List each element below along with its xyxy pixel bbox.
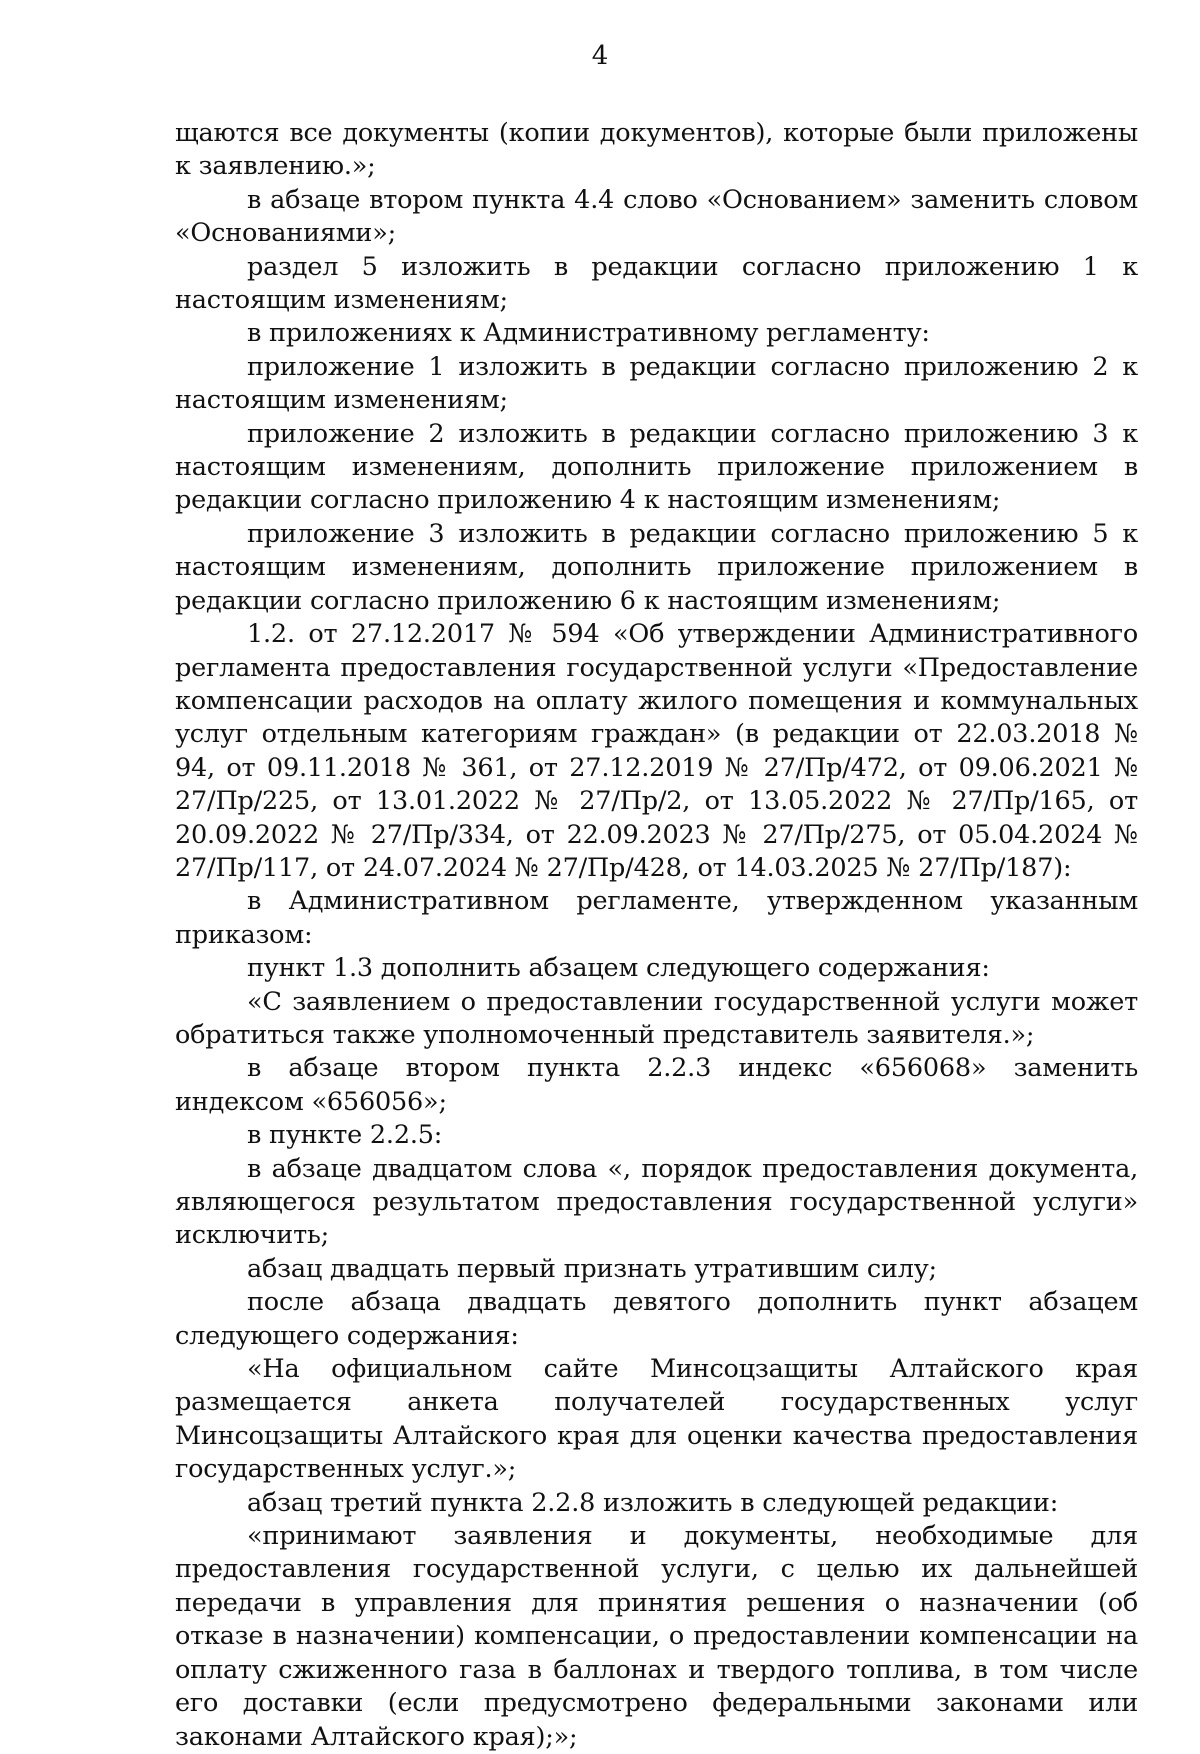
paragraph: «С заявлением о предоставлении государственной услуги может обратиться также уполномоченный представитель заявителя.»; (175, 986, 1138, 1050)
paragraph: приложение 1 изложить в редакции согласно приложению 2 к настоящим изменениям; (175, 351, 1138, 416)
paragraph: в пункте 2.2.5: (247, 1120, 443, 1151)
document-body (175, 117, 1138, 1754)
paragraph: в абзаце двадцатом слова «, порядок предоставления документа, являющегося результатом предоставления государственной услуги» исключить; (175, 1153, 1138, 1251)
paragraph: в абзаце втором пункта 4.4 слово «Основанием» заменить словом «Основаниями»; (175, 184, 1138, 249)
paragraph: приложение 2 изложить в редакции согласно приложению 3 к настоящим изменениям, дополнить приложение приложением в редакции согласно приложению 4 к настоящим изменениям; (175, 418, 1138, 516)
paragraph: «На официальном сайте Минсоцзащиты Алтайского края размещается анкета получателей государственных услуг Минсоцзащиты Алтайского края для оценки качества предоставления государственных услуг.»; (175, 1354, 1138, 1485)
paragraph: «принимают заявления и документы, необходимые для предоставления государственной услуги, с целью их дальнейшей передачи в управления для принятия решения о назначении (об отказе в назначении) компенсации, о предоставлении компенсации на оплату сжиженного газа в баллонах и твердого топлива, в том числе его доставки (если предусмотрено федеральными законами или законами Алтайского края);»; (175, 1521, 1138, 1752)
paragraph: после абзаца двадцать девятого дополнить пункт абзацем следующего содержания: (175, 1287, 1138, 1351)
paragraph: абзац третий пункта 2.2.8 изложить в следующей редакции: (247, 1487, 1059, 1518)
paragraph: приложение 3 изложить в редакции согласно приложению 5 к настоящим изменениям, дополнить приложение приложением в редакции согласно приложению 6 к настоящим изменениям; (175, 518, 1138, 616)
paragraph: раздел 5 изложить в редакции согласно приложению 1 к настоящим изменениям; (175, 251, 1138, 316)
paragraph: пункт 1.3 дополнить абзацем следующего содержания: (247, 953, 990, 984)
paragraph: 1.2. от 27.12.2017 № 594 «Об утверждении Административного регламента предоставления государственной услуги «Предоставление компенсации расходов на оплату жилого помещения и коммунальных услуг отдельным категориям граждан» (в редакции от 22.03.2018 № 94, от 09.11.2018 № 361, от 27.12.2019 № 27/Пр/472, от 09.06.2021 № 27/Пр/225, от 13.01.2022 № 27/Пр/2, от 13.05.2022 № 27/Пр/165, от 20.09.2022 № 27/Пр/334, от 22.09.2023 № 27/Пр/275, от 05.04.2024 № 27/Пр/117, от 24.07.2024 № 27/Пр/428, от 14.03.2025 № 27/Пр/187): (175, 619, 1138, 883)
paragraph: в абзаце втором пункта 2.2.3 индекс «656068» заменить индексом «656056»; (175, 1053, 1138, 1117)
paragraph: щаются все документы (копии документов), которые были приложены к заявлению.»; (175, 118, 1138, 182)
paragraph: абзац двадцать первый признать утратившим силу; (247, 1253, 937, 1284)
paragraph: в Административном регламенте, утвержденном указанным приказом: (175, 886, 1138, 950)
paragraph: в приложениях к Административному регламенту: (247, 318, 930, 349)
page-number: 4 (591, 41, 609, 71)
